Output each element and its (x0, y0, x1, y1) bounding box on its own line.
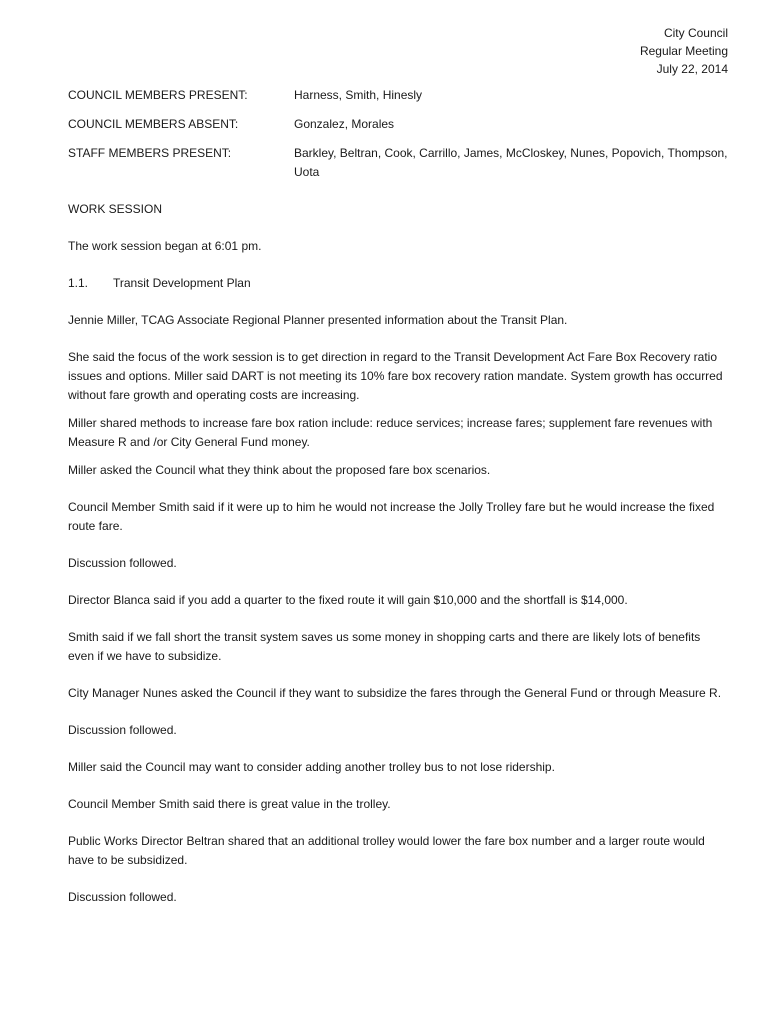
header-meeting-type: Regular Meeting (639, 44, 728, 58)
minutes-paragraph: Miller said the Council may want to consider adding another trolley bus to not lose ridership. (68, 760, 555, 774)
minutes-paragraph: Council Member Smith said there is great value in the trolley. (68, 797, 391, 811)
minutes-paragraph: Smith said if we fall short the transit system saves us some money in shopping carts and there are likely lots of benefits even if we have to subsidize. (68, 630, 701, 663)
attendance-label: STAFF MEMBERS PRESENT: (68, 146, 232, 160)
attendance-label: COUNCIL MEMBERS PRESENT: (68, 88, 248, 102)
header-date: July 22, 2014 (656, 62, 728, 76)
minutes-paragraph: Public Works Director Beltran shared that an additional trolley would lower the fare box number and a larger route would have to be subsidized. (68, 834, 705, 867)
document-page (68, 24, 728, 925)
minutes-paragraph: Discussion followed. (68, 723, 177, 737)
minutes-paragraph: She said the focus of the work session is to get direction in regard to the Transit Development Act Fare Box Recovery ratio issues and options. Miller said DART is not meeting its 10% fare box recovery ration mandate. System growth has occurred without fare growth and operating costs are increasing. (68, 350, 723, 402)
agenda-item (68, 274, 728, 293)
meeting-header (68, 24, 728, 78)
attendance-value: Gonzalez, Morales (294, 117, 395, 131)
section-title: WORK SESSION (68, 202, 163, 216)
minutes-paragraph: Miller asked the Council what they think about the proposed fare box scenarios. (68, 463, 491, 477)
attendance-value: Barkley, Beltran, Cook, Carrillo, James, McCloskey, Nunes, Popovich, Thompson, Uota (294, 146, 728, 179)
minutes-paragraph: Council Member Smith said if it were up to him he would not increase the Jolly Trolley fare but he would increase the fixed route fare. (68, 500, 715, 533)
minutes-paragraph: Jennie Miller, TCAG Associate Regional Planner presented information about the Transit Plan. (68, 313, 568, 327)
header-council: City Council (663, 26, 728, 40)
minutes-paragraph: Director Blanca said if you add a quarter to the fixed route it will gain $10,000 and the shortfall is $14,000. (68, 593, 628, 607)
agenda-item-number: 1.1. (68, 276, 89, 290)
minutes-paragraph: Discussion followed. (68, 556, 177, 570)
session-start: The work session began at 6:01 pm. (68, 239, 262, 253)
attendance-value: Harness, Smith, Hinesly (294, 88, 423, 102)
attendance-row-council-present (68, 86, 728, 105)
minutes-paragraph: City Manager Nunes asked the Council if they want to subsidize the fares through the General Fund or through Measure R. (68, 686, 722, 700)
attendance-label: COUNCIL MEMBERS ABSENT: (68, 117, 239, 131)
agenda-item-title: Transit Development Plan (113, 276, 251, 290)
minutes-paragraph: Miller shared methods to increase fare box ration include: reduce services; increase fares; supplement fare revenues with Measure R and /or City General Fund money. (68, 416, 713, 449)
attendance-row-council-absent (68, 115, 728, 134)
minutes-paragraph: Discussion followed. (68, 890, 177, 904)
attendance-row-staff-present (68, 144, 728, 182)
